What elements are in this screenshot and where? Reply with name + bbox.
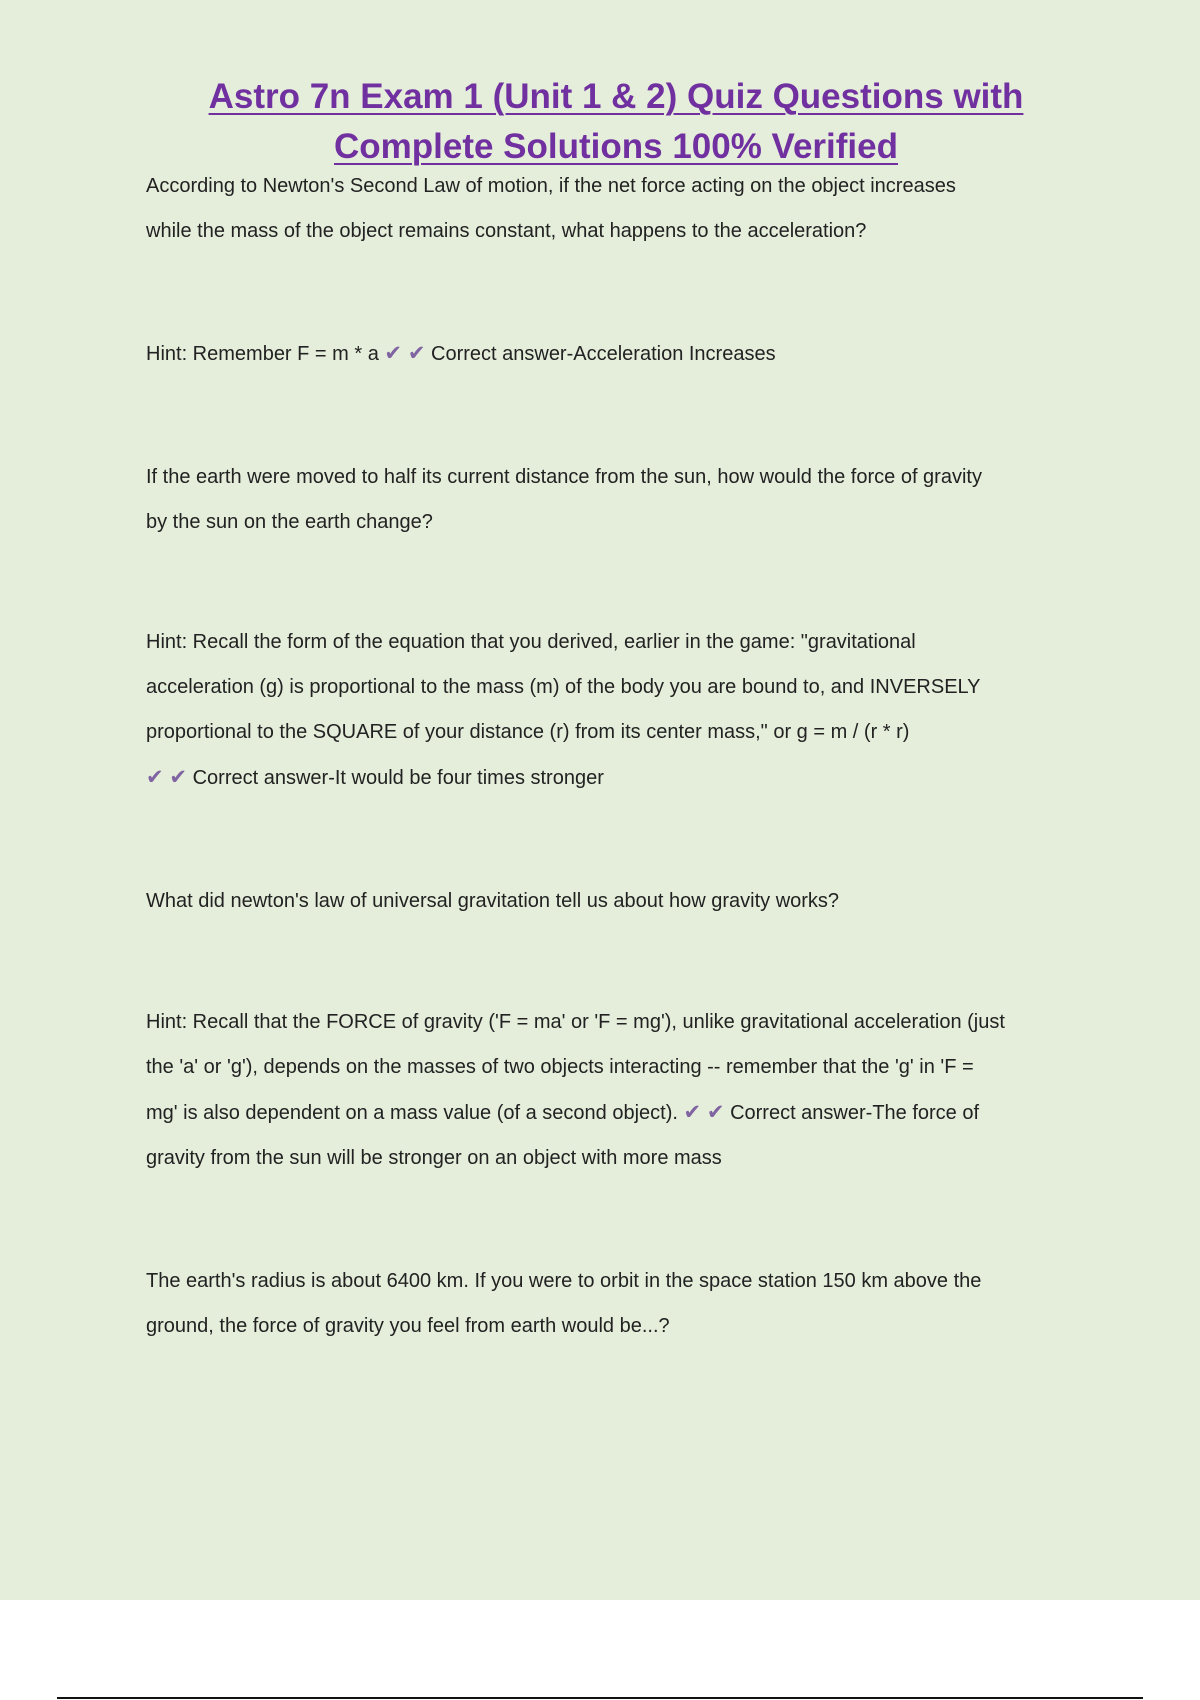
answer-1-hint: Hint: Remember F = m * a [146,343,379,365]
double-check-icon: ✔ ✔ [384,342,426,365]
question-4 [146,1259,1096,1349]
double-check-icon: ✔ ✔ [146,766,188,789]
title-line-1: Astro 7n Exam 1 (Unit 1 & 2) Quiz Questions with [208,77,1024,116]
question-1 [146,164,1096,254]
answer-3-line-1: Hint: Recall that the FORCE of gravity ('F = ma' or 'F = mg'), unlike gravitational acceleration (just [146,1011,1005,1033]
answer-1-line [146,331,1096,377]
question-1-line-1: According to Newton's Second Law of motion, if the net force acting on the object increases [146,175,956,197]
question-1-line-2: while the mass of the object remains constant, what happens to the acceleration? [146,220,867,242]
answer-3-line-3 [146,1090,1096,1136]
document-title [150,72,1082,172]
answer-3-line-2: the 'a' or 'g'), depends on the masses of two objects interacting -- remember that the 'g' in 'F = [146,1056,974,1078]
question-2-line-2: by the sun on the earth change? [146,511,433,533]
title-line-2: Complete Solutions 100% Verified [333,127,899,166]
question-4-line-2: ground, the force of gravity you feel from earth would be...? [146,1315,670,1337]
answer-2-line-1: Hint: Recall the form of the equation that you derived, earlier in the game: "gravitational [146,631,916,653]
answer-3 [146,1000,1096,1181]
answer-2-correct: Correct answer-It would be four times stronger [192,767,604,789]
question-2 [146,455,1096,545]
question-2-line-1: If the earth were moved to half its current distance from the sun, how would the force of gravity [146,466,982,488]
question-3 [146,879,1096,924]
answer-2-line-2: acceleration (g) is proportional to the mass (m) of the body you are bound to, and INVERSELY [146,676,981,698]
footer-rule [57,1697,1143,1699]
answer-2-line-3: proportional to the SQUARE of your distance (r) from its center mass," or g = m / (r * r) [146,721,910,743]
double-check-icon: ✔ ✔ [683,1101,725,1124]
answer-3-line-4: gravity from the sun will be stronger on an object with more mass [146,1147,722,1169]
answer-1-correct: Correct answer-Acceleration Increases [431,343,776,365]
question-4-line-1: The earth's radius is about 6400 km. If you were to orbit in the space station 150 km above the [146,1270,982,1292]
answer-3-correct-start: Correct answer-The force of [730,1102,980,1124]
answer-1 [146,331,1096,377]
answer-2 [146,620,1096,801]
question-3-line-1: What did newton's law of universal gravitation tell us about how gravity works? [146,890,840,912]
answer-3-line-3-text: mg' is also dependent on a mass value (of a second object). [146,1102,678,1124]
answer-2-line-4 [146,755,1096,801]
